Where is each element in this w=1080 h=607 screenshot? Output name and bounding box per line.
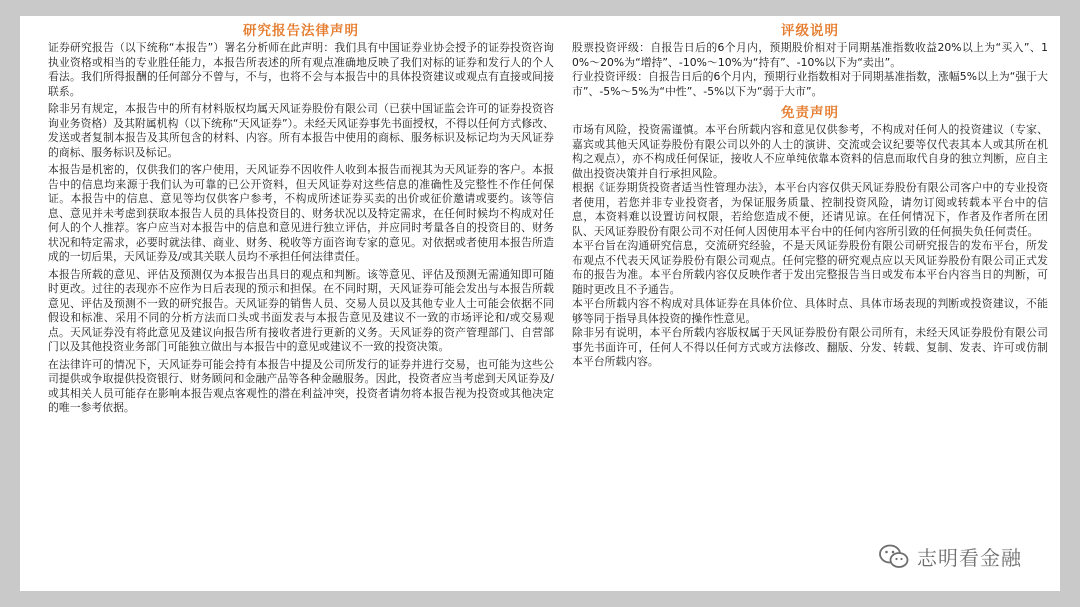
- legal-paragraph: 除非另有规定，本报告中的所有材料版权均属天风证券股份有限公司（已获中国证监会许可的证券投资咨询业务资格）及其附属机构（以下统称“天风证券”）。未经天风证券事先书面授权，不得以任何方式修改、发送或者复制本报告及其所包含的材料、内容。所有本报告中使用的商标、服务标识及标记均为天风证券的商标、服务标识及标记。: [48, 102, 554, 159]
- disclaimer-paragraph: 本平台旨在沟通研究信息，交流研究经验，不是天风证券股份有限公司研究报告的发布平台，所发布观点不代表天风证券股份有限公司观点。任何完整的研究观点应以天风证券股份有限公司正式发布的报告为准。本平台所载内容仅反映作者于发出完整报告当日或发布本平台内容当日的判断，可随时更改且不予通告。: [572, 239, 1048, 296]
- disclaimer-paragraph: 除非另有说明，本平台所载内容版权属于天风证券股份有限公司所有，未经天风证券股份有限公司事先书面许可，任何人不得以任何方式或方法修改、翻版、分发、转载、复制、发表、许可或仿制本平台所载内容。: [572, 326, 1048, 368]
- rating-title: 评级说明: [781, 23, 839, 39]
- wechat-icon: [879, 544, 909, 570]
- watermark-text: 志明看金融: [917, 546, 1022, 570]
- legal-paragraph: 本报告是机密的，仅供我们的客户使用，天风证券不因收件人收到本报告而视其为天风证券的客户。本报告中的信息均来源于我们认为可靠的已公开资料，但天风证券对这些信息的准确性及完整性不作任何保证。本报告中的信息、意见等均仅供客户参考，不构成所述证券买卖的出价或征价邀请或要约。该等信息、意见并未考虑到获取本报告人员的具体投资目的、财务状况以及特定需求，在任何时候均不构成对任何人的个人推荐。客户应当对本报告中的信息和意见进行独立评估，并应同时考量各自的投资目的、财务状况和特定需求，必要时就法律、商业、财务、税收等方面咨询专家的意见。对依据或者使用本报告所造成的一切后果，天风证券及/或其关联人员均不承担任何法律责任。: [48, 163, 554, 263]
- disclaimer-paragraph: 市场有风险，投资需谨慎。本平台所载内容和意见仅供参考，不构成对任何人的投资建议（专家、嘉宾或其他天风证券股份有限公司以外的人士的演讲、交流或会议纪要等仅代表其本人或其所在机构之观点），亦不构成任何保证，接收人不应单纯依靠本资料的信息而取代自身的独立判断，应自主做出投资决策并自行承担风险。: [572, 123, 1048, 180]
- disclaimer-paragraph: 本平台所载内容不构成对具体证券在具体价位、具体时点、具体市场表现的判断或投资建议，不能够等同于指导具体投资的操作性意见。: [572, 297, 1048, 325]
- rating-disclaimer-column: [572, 22, 1048, 370]
- disclaimer-title: 免责声明: [781, 105, 839, 121]
- watermark: [879, 542, 1022, 571]
- industry-rating-paragraph: 行业投资评级：自报告日后的6个月内，预期行业指数相对于同期基准指数，涨幅5%以上为“强于大市”、-5%～5%为“中性”、-5%以下为“弱于大市”。: [572, 70, 1048, 98]
- disclaimer-paragraph: 根据《证券期货投资者适当性管理办法》，本平台内容仅供天风证券股份有限公司客户中的专业投资者使用，若您并非专业投资者，为保证服务质量、控制投资风险，请勿订阅或转载本平台中的信息，本资料难以设置访问权限，若给您造成不便，还请见谅。在任何情况下，作者及作者所在团队、天风证券股份有限公司不对任何人因使用本平台中的任何内容所引致的任何损失负任何责任。: [572, 181, 1048, 238]
- stock-rating-paragraph: 股票投资评级：自报告日后的6个月内，预期股价相对于同期基准指数收益20%以上为“买入”、10%～20%为“增持”、-10%～10%为“持有”、-10%以下为“卖出”。: [572, 41, 1048, 69]
- legal-paragraph: 证券研究报告（以下统称“本报告”）署名分析师在此声明：我们具有中国证券业协会授予的证券投资咨询执业资格或相当的专业胜任能力，本报告所表述的所有观点准确地反映了我们对标的证券和发行人的个人看法。我们所得报酬的任何部分不曾与，不与，也将不会与本报告中的具体投资建议或观点有直接或间接联系。: [48, 41, 554, 98]
- disclaimer-page: [20, 16, 1060, 591]
- legal-paragraph: 在法律许可的情况下，天风证券可能会持有本报告中提及公司所发行的证券并进行交易，也可能为这些公司提供或争取提供投资银行、财务顾问和金融产品等各种金融服务。因此，投资者应当考虑到天风证券及/或其相关人员可能存在影响本报告观点客观性的潜在利益冲突，投资者请勿将本报告视为投资或其他决定的唯一参考依据。: [48, 357, 554, 414]
- legal-statement-column: [48, 22, 554, 419]
- legal-statement-title: 研究报告法律声明: [243, 23, 359, 39]
- legal-paragraph: 本报告所载的意见、评估及预测仅为本报告出具日的观点和判断。该等意见、评估及预测无需通知即可随时更改。过往的表现亦不应作为日后表现的预示和担保。在不同时期，天风证券可能会发出与本报告所载意见、评估及预测不一致的研究报告。天风证券的销售人员、交易人员以及其他专业人士可能会依据不同假设和标准、采用不同的分析方法而口头或书面发表与本报告意见及建议不一致的市场评论和/或交易观点。天风证券没有将此意见及建议向报告所有接收者进行更新的义务。天风证券的资产管理部门、自营部门以及其他投资业务部门可能独立做出与本报告中的意见或建议不一致的投资决策。: [48, 267, 554, 353]
